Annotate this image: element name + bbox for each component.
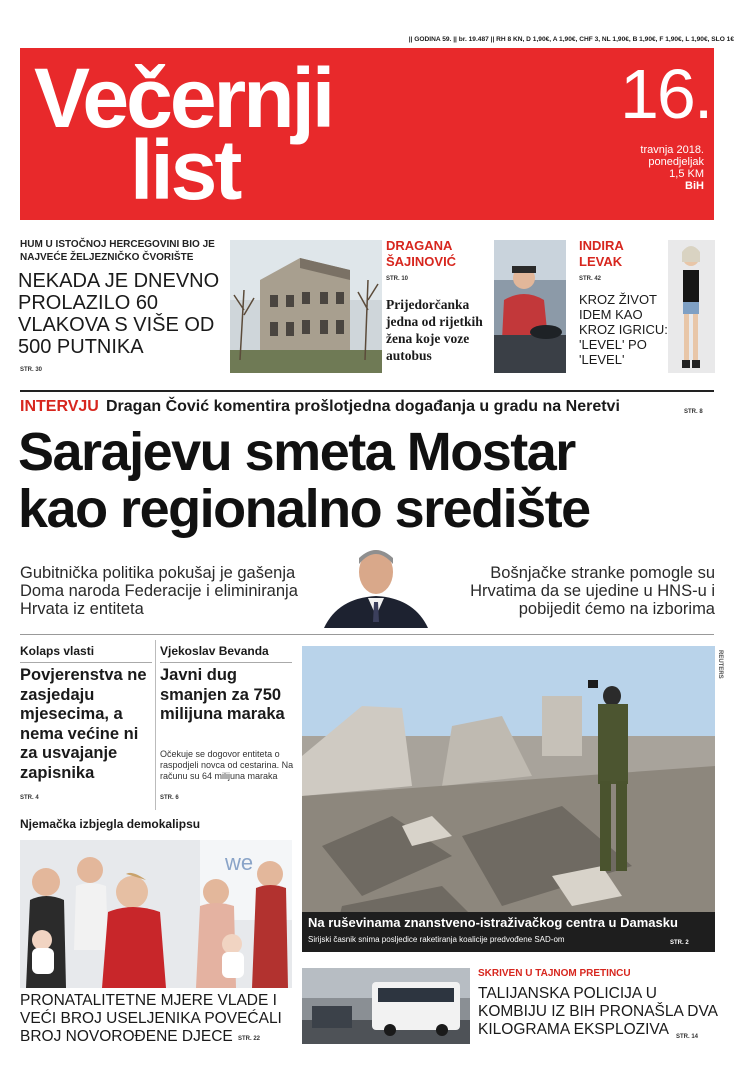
damascus-ruins-photo [302,646,715,951]
teaser-2-page: STR. 10 [386,276,409,282]
photo-caption-sub: Sirijski časnik snima posljedice raketiranja koalicije predvođene SAD-om [308,935,565,944]
story-4-kicker: SKRIVEN U TAJNOM PRETINCU [478,968,631,979]
photo-page: STR. 2 [670,940,689,946]
column-divider [155,640,156,810]
issue-month-year: travnja 2018. [640,144,704,156]
photo-credit: REUTERS [717,650,723,679]
story-3-page: STR. 22 [238,1036,261,1042]
photo-caption[interactable]: Na ruševinama znanstveno-istraživačkog centra u Damasku [308,915,678,930]
story-4-page: STR. 14 [676,1034,699,1040]
issue-weekday: ponedjeljak [648,156,704,168]
story-3-kicker: Njemačka izbjegla demokalipsu [20,817,201,831]
issue-date-block [640,144,704,192]
teaser-3-page: STR. 42 [579,276,602,282]
quote-left: Gubitnička politika pokušaj je gašenja Doma naroda Federacije i eliminiranja Hrvata iz entiteta [20,564,298,618]
teaser-2-name: DRAGANA ŠAJINOVIĆ [386,238,457,269]
masthead [20,48,714,220]
story-1-title[interactable]: Povjerenstva ne zasjedaju mjesecima, a nema većine ni za usvajanje zapisnika [20,666,147,782]
story-4-title[interactable]: TALIJANSKA POLICIJA U KOMBIJU IZ BIH PRONAŠLA DVA KILOGRAMA EKSPLOZIVA [478,985,718,1038]
svg-text:we: we [225,850,254,875]
issue-price: 1,5 KM [669,168,704,180]
interview-label: INTERVJU [20,398,99,415]
main-headline[interactable]: Sarajevu smeta Mostar kao regionalno središte [18,422,590,539]
divider [20,662,152,663]
teaser-3-text[interactable]: KROZ ŽIVOT IDEM KAO KROZ IGRICU: 'LEVEL' PO 'LEVEL' [579,292,668,367]
story-3-title[interactable]: PRONATALITETNE MJERE VLADE I VEĆI BROJ USELJENIKA POVEĆALI BROJ NOVOROĐENE DJECE [20,992,282,1045]
merkel-babies-photo [20,840,292,988]
story-2-kicker: Vjekoslav Bevanda [160,644,269,658]
bus-driver-photo [494,240,566,373]
singer-photo [668,240,715,373]
teaser-2-text[interactable]: Prijedorčanka jedna od rijetkih žena koje voze autobus [386,297,483,363]
interview-teaser[interactable]: Dragan Čović komentira prošlotjedna događanja u gradu na Neretvi [106,398,620,415]
story-2-body: Očekuje se dogovor entiteta o raspodjeli novca od cestarina. Na računu su 64 milijuna maraka [160,749,294,781]
issue-day: 16. [620,55,712,133]
teaser-3-name: INDIRA LEVAK [579,238,624,269]
railway-building-photo [230,240,382,373]
divider [20,634,714,635]
politician-portrait [318,542,434,628]
teaser-1-title[interactable]: NEKADA JE DNEVNO PROLAZILO 60 VLAKOVA S VIŠE OD 500 PUTNIKA [18,270,220,358]
divider [20,390,714,392]
quote-right: Bošnjačke stranke pomogle su Hrvatima da se ujedine u HNS-u i pobijedit ćemo na izborima [470,564,715,618]
teaser-1-kicker: HUM U ISTOČNOJ HERCEGOVINI BIO JE NAJVEĆE ŽELJEZNIČKO ČVORIŠTE [20,239,215,263]
story-1-page: STR. 4 [20,795,39,801]
story-2-title[interactable]: Javni dug smanjen za 750 milijuna maraka [160,666,285,723]
story-1-kicker: Kolaps vlasti [20,644,95,658]
divider [160,662,292,663]
logo-line-1: Večernji [34,51,333,145]
issue-edition: BiH [685,180,704,192]
teaser-1-page: STR. 30 [20,367,43,373]
police-van-photo [302,968,470,1044]
interview-page: STR. 8 [684,409,703,415]
story-2-page: STR. 6 [160,795,179,801]
logo-line-2: list [130,123,240,217]
issue-info-line: || GODINA 59. || br. 19.487 || RH 8 KN, D 1,90€, A 1,90€, CHF 3, NL 1,90€, B 1,90€, F 1,90€, L 1,90€, SLO 1€ [408,36,734,43]
